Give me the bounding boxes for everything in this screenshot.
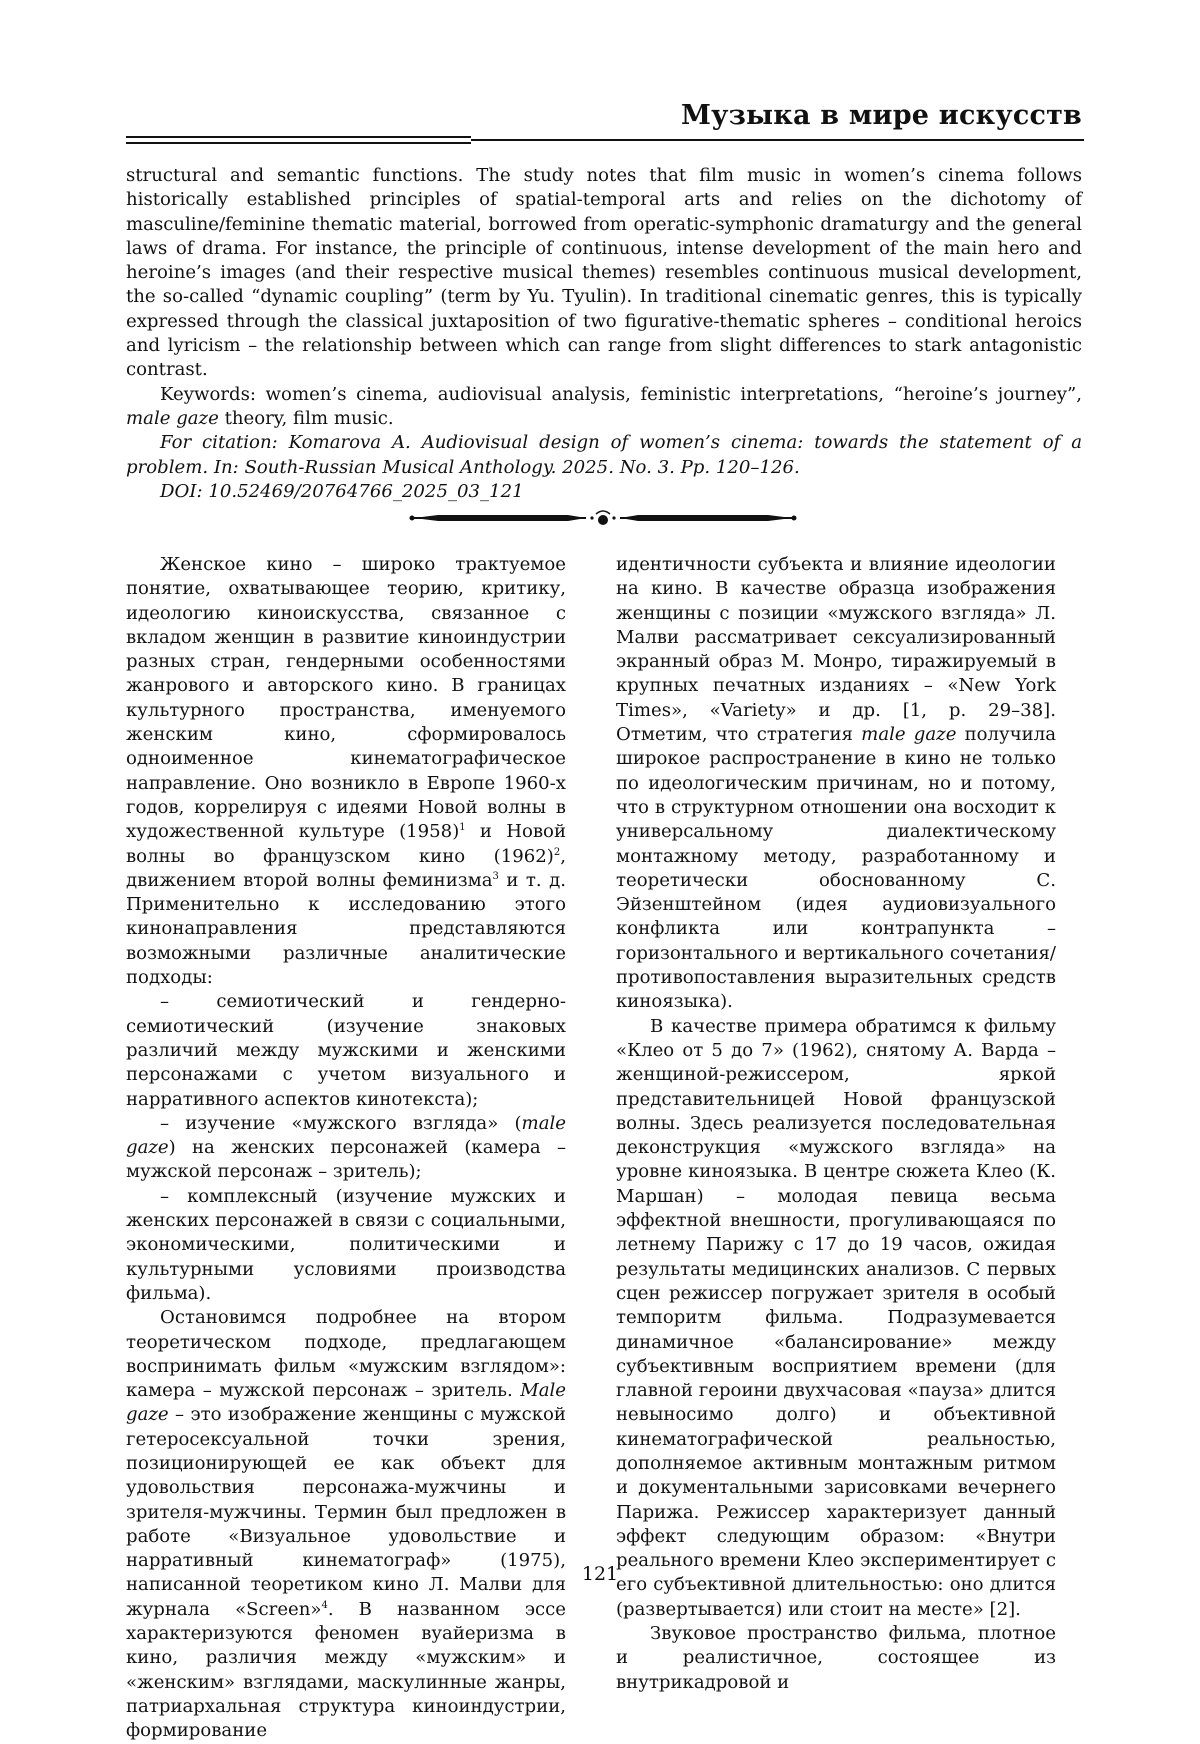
left-paragraph-5: Остановимся подробнее на втором теоретическом подходе, предлагающем воспринимать фильм «мужским взглядом»: камера – мужской персонаж – зритель. Male gaze – это изображение женщины с мужской гетеросексуальной точки зрения, позиционирующей ее как объект для удовольствия персонажа-мужчины и зрителя-мужчины. Термин был предложен в работе «Визуальное удовольствие и нарративный кинематограф» (1975), написанной теоретиком кино Л. Малви для журнала «Screen»$^4$. В названном эссе характеризуются феномен вуайеризма в кино, различия между «мужским» и «женским» взглядами, маскулинные жанры, патриархальная структура киноиндустрии, формирование: [126, 1307, 567, 1742]
abstract-block: [126, 164, 1082, 504]
header-double-rule: [126, 136, 1084, 146]
keywords: Keywords: women’s cinema, audiovisual analysis, feministic interpretations, “heroine’s journey”, male gaze theory, film music.: [126, 383, 1082, 429]
right-paragraph-1: идентичности субъекта и влияние идеологии на кино. В качестве образца изображения женщины с позиции «мужского взгляда» Л. Малви рассматривает сексуализированный экранный образ М. Монро, тиражируемый в крупных печатных изданиях – «New York Times», «Variety» и др. [1, p. 29–38]. Отметим, что стратегия male gaze получила широкое распространение в кино не только по идеологическим причинам, но и потому, что в структурном отношении она восходит к универсальному диалектическому монтажному методу, разработанному и теоретически обоснованному С. Эйзенштейном (идея аудиовизуального конфликта или контрапункта – горизонтального и вертикального сочетания/противопоставления выразительных средств киноязыка).: [616, 554, 1056, 1013]
left-paragraph-2: – семиотический и гендерно-семиотический (изучение знаковых различий между мужскими и женскими персонажами с учетом визуального и нарративного аспектов кинотекста);: [126, 991, 566, 1110]
right-column: [616, 553, 1056, 1695]
right-paragraph-2: В качестве примера обратимся к фильму «Клео от 5 до 7» (1962), снятому А. Варда – женщиной-режиссером, яркой представительницей Новой французской волны. Здесь реализуется последовательная деконструкция «мужского взгляда» на уровне киноязыка. В центре сюжета Клео (К. Маршан) – молодая певица весьма эффектной внешности, прогуливающаяся по летнему Парижу с 17 до 19 часов, ожидая результаты медицинских анализов. С первых сцен режиссер погружает зрителя в особый темпоритм фильма. Подразумевается динамичное «балансирование» между субъективным восприятием времени (для главной героини двухчасовая «пауза» длится невыносимо долго) и объективной кинематографической реальностью, дополняемое активным монтажным ритмом и документальными зарисовками вечернего Парижа. Режиссер характеризует данный эффект следующим образом: «Внутри реального времени Клео экспериментирует с его субъективной длительностью: оно длится (развертывается) или стоит на месте» [2].: [616, 1015, 1056, 1620]
left-paragraph-1: Женское кино – широко трактуемое понятие, охватывающее теорию, критику, идеологию киноискусства, связанное с вкладом женщин в развитие киноиндустрии разных стран, гендерными особенностями жанрового и авторского кино. В границах культурного пространства, именуемого женским кино, сформировалось одноименное кинематографическое направление. Оно возникло в Европе 1960-х годов, коррелируя с идеями Новой волны в художественной культуре $(1958)^1$ и Новой волны во французском кино $(1962)^2$, движением второй волны феминизма$^3$ и т. д. Применительно к исследованию этого кинонаправления представляются возможными различные аналитические подходы:: [126, 554, 567, 989]
footnote-ref-1[interactable]: 1: [459, 822, 466, 834]
journal-section-title: Музыка в мире искусств: [681, 100, 1082, 131]
footnote-ref-4[interactable]: 4: [321, 1599, 328, 1611]
right-paragraph-3: Звуковое пространство фильма, плотное и реалистичное, состоящее из внутрикадровой и: [616, 1623, 1056, 1693]
page-number: 121: [581, 1563, 619, 1585]
footnote-ref-2[interactable]: 2: [553, 846, 561, 858]
footnote-ref-3[interactable]: 3: [492, 870, 499, 882]
abstract-text: structural and semantic functions. The study notes that film music in women’s cinema follows historically established principles of spatial-temporal arts and relies on the dichotomy of masculine/feminine thematic material, borrowed from operatic-symphonic dramaturgy and the general laws of drama. For instance, the principle of continuous, intense development of the main hero and heroine’s images (and their respective musical themes) resembles continuous musical development, the so-called “dynamic coupling” (term by Yu. Tyulin). In traditional cinematic genres, this is typically expressed through the classical juxtaposition of two figurative-thematic spheres – conditional heroics and lyricism – the relationship between which can range from slight differences to stark antagonistic contrast.: [126, 165, 1082, 381]
section-divider-ornament: [408, 506, 798, 530]
left-paragraph-3: – изучение «мужского взгляда» (male gaze) на женских персонажей (камера – мужской персонаж – зритель);: [126, 1112, 566, 1183]
left-paragraph-4: – комплексный (изучение мужских и женских персонажей в связи с социальными, экономическими, политическими и культурными условиями производства фильма).: [126, 1185, 566, 1304]
doi: DOI: 10.52469/20764766_2025_03_121: [160, 480, 524, 502]
citation: For citation: Komarova A. Audiovisual design of women’s cinema: towards the statement of a problem. In: South-Russian Musical Anthology. 2025. No. 3. Pp. 120–126.: [126, 432, 1082, 478]
